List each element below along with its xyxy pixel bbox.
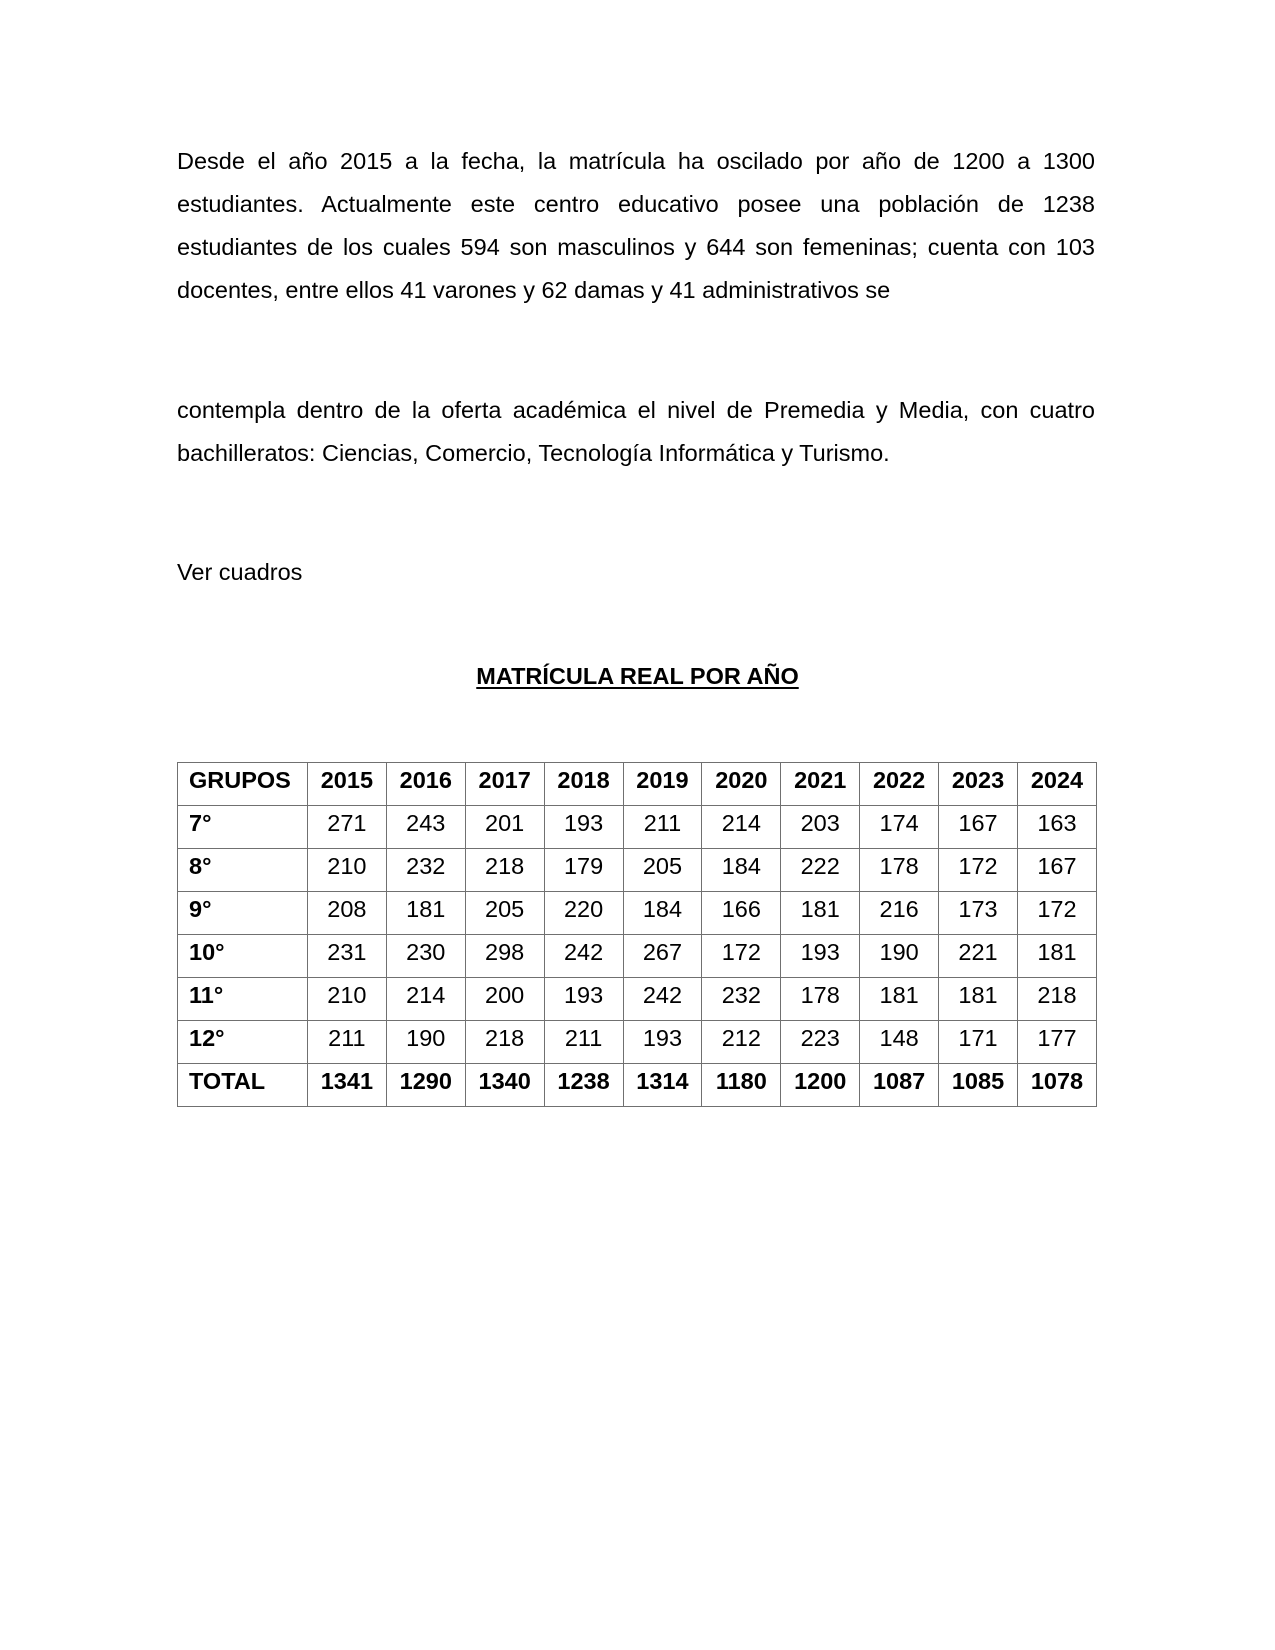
enrollment-cell: 216 [860, 892, 939, 935]
total-cell: 1078 [1017, 1064, 1096, 1107]
enrollment-cell: 167 [939, 806, 1018, 849]
enrollment-cell: 232 [386, 849, 465, 892]
group-label: 8° [178, 849, 308, 892]
enrollment-cell: 210 [307, 978, 386, 1021]
enrollment-cell: 218 [465, 1021, 544, 1064]
header-year: 2017 [465, 763, 544, 806]
header-year: 2024 [1017, 763, 1096, 806]
enrollment-cell: 181 [781, 892, 860, 935]
enrollment-cell: 190 [860, 935, 939, 978]
group-label: 12° [178, 1021, 308, 1064]
enrollment-cell: 211 [623, 806, 702, 849]
enrollment-cell: 214 [386, 978, 465, 1021]
enrollment-table [177, 762, 1097, 1107]
enrollment-cell: 230 [386, 935, 465, 978]
enrollment-cell: 178 [860, 849, 939, 892]
enrollment-cell: 181 [939, 978, 1018, 1021]
enrollment-cell: 214 [702, 806, 781, 849]
enrollment-cell: 179 [544, 849, 623, 892]
enrollment-cell: 193 [623, 1021, 702, 1064]
enrollment-cell: 211 [544, 1021, 623, 1064]
table-title-text: MATRÍCULA REAL POR AÑO [476, 663, 799, 689]
total-cell: 1238 [544, 1064, 623, 1107]
enrollment-cell: 242 [544, 935, 623, 978]
enrollment-cell: 193 [544, 978, 623, 1021]
enrollment-cell: 163 [1017, 806, 1096, 849]
enrollment-cell: 267 [623, 935, 702, 978]
group-label: 7° [178, 806, 308, 849]
see-tables-text: Ver cuadros [177, 559, 303, 585]
header-year: 2021 [781, 763, 860, 806]
header-year: 2022 [860, 763, 939, 806]
enrollment-cell: 218 [1017, 978, 1096, 1021]
enrollment-cell: 212 [702, 1021, 781, 1064]
enrollment-cell: 211 [307, 1021, 386, 1064]
enrollment-cell: 201 [465, 806, 544, 849]
enrollment-cell: 178 [781, 978, 860, 1021]
total-cell: 1085 [939, 1064, 1018, 1107]
enrollment-cell: 218 [465, 849, 544, 892]
academic-offer-paragraph: contempla dentro de la oferta académica el nivel de Premedia y Media, con cuatro bachilleratos: Ciencias, Comercio, Tecnología Informática y Turismo. [177, 397, 1095, 466]
total-cell: 1200 [781, 1064, 860, 1107]
table-row [178, 935, 1097, 978]
table-row [178, 978, 1097, 1021]
enrollment-cell: 193 [781, 935, 860, 978]
header-year: 2019 [623, 763, 702, 806]
enrollment-cell: 205 [623, 849, 702, 892]
header-year: 2020 [702, 763, 781, 806]
enrollment-cell: 205 [465, 892, 544, 935]
enrollment-cell: 223 [781, 1021, 860, 1064]
table-title [0, 658, 1275, 694]
enrollment-cell: 171 [939, 1021, 1018, 1064]
enrollment-cell: 190 [386, 1021, 465, 1064]
enrollment-cell: 242 [623, 978, 702, 1021]
total-cell: 1314 [623, 1064, 702, 1107]
enrollment-cell: 166 [702, 892, 781, 935]
enrollment-cell: 271 [307, 806, 386, 849]
enrollment-cell: 181 [386, 892, 465, 935]
enrollment-cell: 298 [465, 935, 544, 978]
table-row [178, 849, 1097, 892]
enrollment-cell: 243 [386, 806, 465, 849]
enrollment-cell: 181 [1017, 935, 1096, 978]
enrollment-cell: 222 [781, 849, 860, 892]
group-label: 11° [178, 978, 308, 1021]
total-label: TOTAL [178, 1064, 308, 1107]
enrollment-cell: 221 [939, 935, 1018, 978]
table-row [178, 1021, 1097, 1064]
table-header-row [178, 763, 1097, 806]
total-cell: 1341 [307, 1064, 386, 1107]
header-year: 2018 [544, 763, 623, 806]
enrollment-cell: 231 [307, 935, 386, 978]
enrollment-cell: 184 [623, 892, 702, 935]
enrollment-cell: 193 [544, 806, 623, 849]
enrollment-cell: 172 [939, 849, 1018, 892]
enrollment-cell: 181 [860, 978, 939, 1021]
enrollment-cell: 173 [939, 892, 1018, 935]
enrollment-cell: 220 [544, 892, 623, 935]
total-cell: 1087 [860, 1064, 939, 1107]
enrollment-cell: 203 [781, 806, 860, 849]
enrollment-cell: 177 [1017, 1021, 1096, 1064]
enrollment-cell: 172 [1017, 892, 1096, 935]
enrollment-cell: 167 [1017, 849, 1096, 892]
intro-paragraph: Desde el año 2015 a la fecha, la matrícula ha oscilado por año de 1200 a 1300 estudiantes. Actualmente este centro educativo posee una población de 1238 estudiantes de los cuales 594 son masculinos y 644 son femeninas; cuenta con 103 docentes, entre ellos 41 varones y 62 damas y 41 administrativos se [177, 148, 1095, 303]
group-label: 9° [178, 892, 308, 935]
total-row [178, 1064, 1097, 1107]
header-year: 2015 [307, 763, 386, 806]
total-cell: 1340 [465, 1064, 544, 1107]
table-row [178, 892, 1097, 935]
group-label: 10° [178, 935, 308, 978]
enrollment-cell: 210 [307, 849, 386, 892]
enrollment-cell: 232 [702, 978, 781, 1021]
enrollment-cell: 200 [465, 978, 544, 1021]
header-year: 2023 [939, 763, 1018, 806]
enrollment-cell: 174 [860, 806, 939, 849]
enrollment-cell: 172 [702, 935, 781, 978]
header-year: 2016 [386, 763, 465, 806]
enrollment-cell: 184 [702, 849, 781, 892]
enrollment-cell: 148 [860, 1021, 939, 1064]
table-row [178, 806, 1097, 849]
header-groups: GRUPOS [178, 763, 308, 806]
total-cell: 1180 [702, 1064, 781, 1107]
total-cell: 1290 [386, 1064, 465, 1107]
enrollment-cell: 208 [307, 892, 386, 935]
